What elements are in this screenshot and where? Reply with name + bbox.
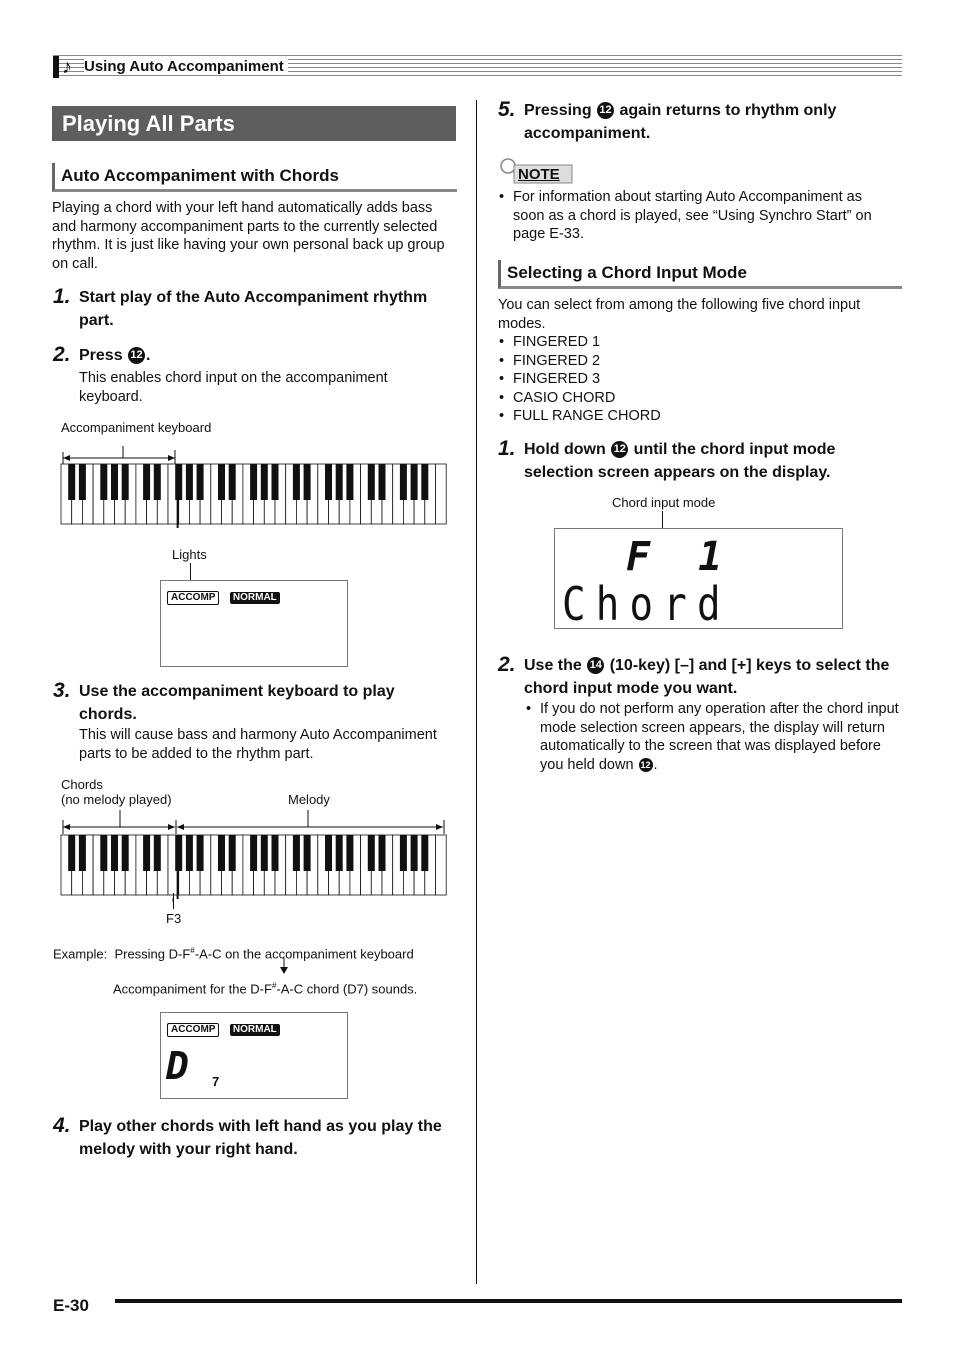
example-line: Example: Pressing D-F#-A-C on the accompaniment keyboard xyxy=(53,946,414,962)
black-key xyxy=(304,835,311,871)
black-key xyxy=(293,464,300,500)
black-key xyxy=(304,464,311,500)
header-bar xyxy=(53,56,59,78)
black-key xyxy=(100,464,107,500)
arrow-down-icon xyxy=(279,958,289,974)
black-key xyxy=(175,835,182,871)
black-key xyxy=(421,464,428,500)
black-key xyxy=(293,835,300,871)
step-text: Use the 14 (10-key) [–] and [+] keys to select the chord input mode you want. xyxy=(524,657,890,697)
black-key xyxy=(175,464,182,500)
step2-bullets xyxy=(540,700,902,774)
black-key xyxy=(186,835,193,871)
lcd-display-1 xyxy=(160,580,348,667)
step-description: This enables chord input on the accompaniment keyboard. xyxy=(79,370,388,405)
step-text: Play other chords with left hand as you play the melody with your right hand. xyxy=(79,1118,442,1158)
black-key xyxy=(400,464,407,500)
white-key xyxy=(436,464,447,524)
black-key xyxy=(379,464,386,500)
button-14-icon: 14 xyxy=(587,657,604,674)
mode-item: • FINGERED 3 xyxy=(513,370,661,389)
normal-indicator: NORMAL xyxy=(230,592,280,604)
black-key xyxy=(100,835,107,871)
black-key xyxy=(272,835,279,871)
accomp-indicator: ACCOMP xyxy=(167,591,219,605)
page-number: E-30 xyxy=(53,1296,89,1315)
step-number: 4. xyxy=(53,1114,71,1137)
black-key xyxy=(122,464,129,500)
black-key xyxy=(186,464,193,500)
keyboard-diagram-2 xyxy=(58,810,450,902)
black-key xyxy=(122,835,129,871)
black-key xyxy=(250,464,257,500)
mode-item: • FINGERED 2 xyxy=(513,352,661,371)
step-number: 5. xyxy=(498,98,516,121)
chord-extension: 7 xyxy=(212,1074,220,1089)
chord-text-display: Chord xyxy=(562,577,731,631)
mode-list xyxy=(513,333,661,426)
split-point-label: F3 xyxy=(166,911,182,926)
step-text: Pressing 12 again returns to rhythm only accompaniment. xyxy=(524,102,837,142)
black-key xyxy=(368,835,375,871)
note-label: NOTE xyxy=(518,166,560,183)
black-key xyxy=(111,464,118,500)
normal-indicator: NORMAL xyxy=(230,1024,280,1036)
step-text: Start play of the Auto Accompaniment rhythm part. xyxy=(79,289,428,329)
black-key xyxy=(336,464,343,500)
page-title: Playing All Parts xyxy=(52,106,456,141)
step2-bullet: • If you do not perform any operation after the chord input mode selection screen appears, the display will return automatically to the screen that was displayed before you held down 12 . xyxy=(540,700,902,774)
step-number: 2. xyxy=(498,653,516,676)
black-key xyxy=(346,464,353,500)
melody-label: Melody xyxy=(288,792,330,807)
button-12-icon: 12 xyxy=(128,347,145,364)
step-text: Press 12 . xyxy=(79,347,151,364)
black-key xyxy=(250,835,257,871)
black-key xyxy=(379,835,386,871)
note-item: • For information about starting Auto Accompaniment as soon as a chord is played, see “Using Synchro Start” on page E-33. xyxy=(513,188,893,244)
modes-intro: You can select from among the following five chord input modes. xyxy=(498,297,861,332)
step-description: This will cause bass and harmony Auto Accompaniment parts to be added to the rhythm part. xyxy=(79,727,437,762)
black-key xyxy=(368,464,375,500)
black-key xyxy=(346,835,353,871)
example-result: Accompaniment for the D-F#-A-C chord (D7) sounds. xyxy=(113,981,418,997)
black-key xyxy=(325,464,332,500)
black-key xyxy=(79,835,86,871)
step-text: Hold down 12 until the chord input mode selection screen appears on the display. xyxy=(524,441,836,481)
step-text: Use the accompaniment keyboard to play chords. xyxy=(79,683,395,723)
black-key xyxy=(421,835,428,871)
section-header: Using Auto Accompaniment xyxy=(84,58,288,75)
black-key xyxy=(143,835,150,871)
black-key xyxy=(411,835,418,871)
black-key xyxy=(197,835,204,871)
column-divider xyxy=(476,100,477,1284)
black-key xyxy=(411,464,418,500)
footer-rule xyxy=(115,1299,902,1303)
white-key xyxy=(436,835,447,895)
black-key xyxy=(218,835,225,871)
black-key xyxy=(229,835,236,871)
mode-item: • FULL RANGE CHORD xyxy=(513,407,661,426)
step-number: 2. xyxy=(53,343,71,366)
button-12-icon: 12 xyxy=(640,759,651,770)
keyboard-diagram-1 xyxy=(58,446,450,530)
chord-input-mode-label: Chord input mode xyxy=(612,495,716,510)
chords-sublabel: (no melody played) xyxy=(61,792,172,807)
lights-label: Lights xyxy=(172,547,207,562)
mode-item: • CASIO CHORD xyxy=(513,389,661,408)
black-key xyxy=(261,835,268,871)
note-list xyxy=(513,188,893,244)
button-12-icon: 12 xyxy=(611,441,628,458)
accomp-indicator: ACCOMP xyxy=(167,1023,219,1037)
split-leader xyxy=(173,893,174,909)
chord-name-display: D xyxy=(166,1044,190,1088)
black-key xyxy=(261,464,268,500)
black-key xyxy=(229,464,236,500)
subtitle-chord-mode: Selecting a Chord Input Mode xyxy=(498,260,902,289)
step-number: 1. xyxy=(53,285,71,308)
button-12-icon: 12 xyxy=(597,102,614,119)
black-key xyxy=(400,835,407,871)
black-key xyxy=(154,835,161,871)
intro-paragraph: Playing a chord with your left hand automatically adds bass and harmony accompaniment parts to the currently selected rhythm. It is just like having your own personal back up group on call. xyxy=(52,200,445,272)
black-key xyxy=(272,464,279,500)
black-key xyxy=(111,835,118,871)
music-note-icon: ♪ xyxy=(62,56,72,78)
step-number: 1. xyxy=(498,437,516,460)
black-key xyxy=(79,464,86,500)
accompaniment-keyboard-label: Accompaniment keyboard xyxy=(61,420,212,435)
black-key xyxy=(197,464,204,500)
mode-item: • FINGERED 1 xyxy=(513,333,661,352)
black-key xyxy=(68,464,75,500)
mode-code-display: F 1 xyxy=(626,534,735,580)
black-key xyxy=(143,464,150,500)
black-key xyxy=(154,464,161,500)
black-key xyxy=(218,464,225,500)
black-key xyxy=(336,835,343,871)
step-number: 3. xyxy=(53,679,71,702)
subtitle-chords: Auto Accompaniment with Chords xyxy=(52,163,457,192)
chords-label: Chords xyxy=(61,777,103,792)
black-key xyxy=(325,835,332,871)
black-key xyxy=(68,835,75,871)
